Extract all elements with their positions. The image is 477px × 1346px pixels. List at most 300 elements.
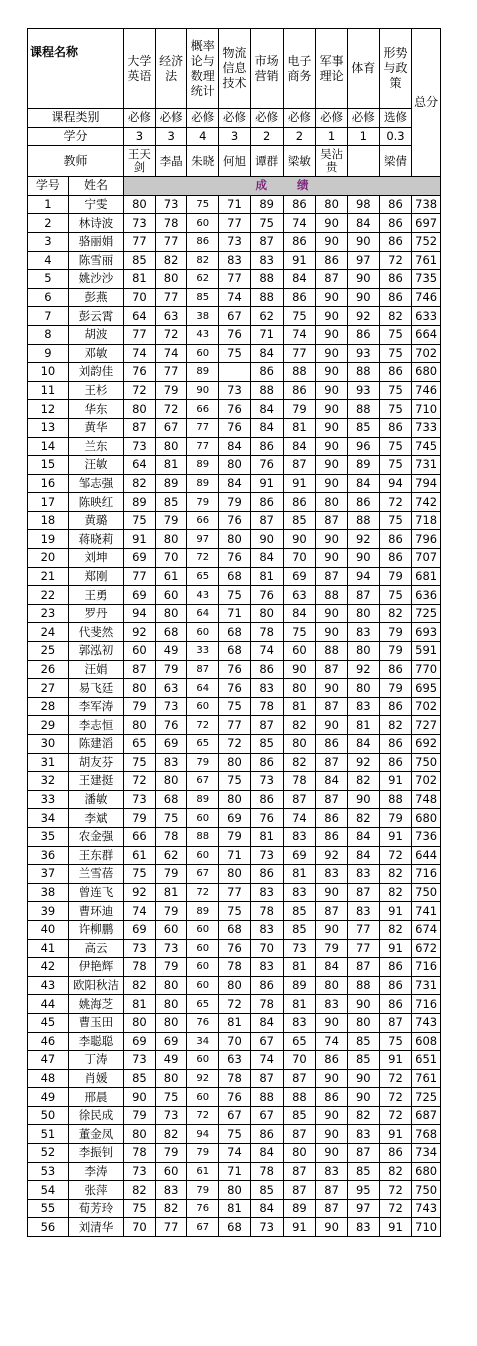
score-cell: 76 (187, 1013, 219, 1032)
teacher-cell: 王天剑 (124, 146, 156, 177)
student-name-cell: 李斌 (68, 809, 123, 828)
score-cell: 87 (316, 1181, 348, 1200)
score-cell: 77 (124, 325, 156, 344)
score-cell: 86 (187, 232, 219, 251)
score-cell: 78 (124, 958, 156, 977)
score-cell: 89 (124, 493, 156, 512)
score-cell: 83 (347, 865, 379, 884)
score-cell: 69 (124, 586, 156, 605)
score-cell: 89 (187, 902, 219, 921)
score-cell: 79 (379, 809, 412, 828)
score-cell: 67 (187, 772, 219, 791)
score-cell: 89 (187, 363, 219, 382)
score-cell: 72 (124, 381, 156, 400)
score-cell: 74 (283, 325, 316, 344)
score-cell: 87 (124, 418, 156, 437)
score-cell: 60 (187, 214, 219, 233)
score-cell: 77 (187, 418, 219, 437)
course-name-cell: 形势与政策 (379, 29, 412, 109)
score-cell: 84 (316, 772, 348, 791)
score-cell: 79 (124, 809, 156, 828)
total-cell: 651 (412, 1051, 441, 1070)
score-cell: 80 (155, 976, 187, 995)
student-id-cell: 47 (28, 1051, 69, 1070)
score-cell: 81 (283, 697, 316, 716)
score-cell: 69 (283, 846, 316, 865)
student-name-cell: 华东 (68, 400, 123, 419)
score-cell: 91 (379, 772, 412, 791)
score-cell: 90 (316, 214, 348, 233)
score-cell: 83 (347, 697, 379, 716)
score-cell: 81 (283, 418, 316, 437)
score-cell: 72 (187, 1106, 219, 1125)
student-name-cell: 汪敏 (68, 456, 123, 475)
score-cell: 72 (379, 846, 412, 865)
score-cell: 79 (155, 1144, 187, 1163)
score-cell: 76 (250, 586, 283, 605)
score-cell: 75 (379, 400, 412, 419)
score-cell: 90 (316, 418, 348, 437)
student-id-cell: 10 (28, 363, 69, 382)
credit-cell: 3 (155, 127, 187, 146)
score-cell: 85 (347, 1051, 379, 1070)
student-name-cell: 陈雪丽 (68, 251, 123, 270)
score-cell: 90 (316, 325, 348, 344)
student-name-cell: 胡友芬 (68, 753, 123, 772)
score-cell: 86 (379, 530, 412, 549)
score-cell: 94 (187, 1125, 219, 1144)
score-cell: 89 (283, 1199, 316, 1218)
table-row (28, 511, 441, 530)
score-cell: 60 (283, 642, 316, 661)
score-cell: 60 (124, 642, 156, 661)
score-cell: 65 (124, 735, 156, 754)
table-row (28, 976, 441, 995)
score-cell: 85 (187, 288, 219, 307)
score-cell: 60 (187, 920, 219, 939)
student-name-cell: 董金凤 (68, 1125, 123, 1144)
score-cell: 90 (316, 307, 348, 326)
table-row (28, 883, 441, 902)
table-row (28, 195, 441, 214)
score-cell: 87 (347, 883, 379, 902)
score-cell: 71 (250, 325, 283, 344)
credit-cell: 4 (187, 127, 219, 146)
score-cell: 74 (124, 344, 156, 363)
score-cell: 86 (250, 976, 283, 995)
score-cell: 80 (316, 493, 348, 512)
score-cell: 72 (155, 400, 187, 419)
table-row (28, 790, 441, 809)
score-cell: 72 (187, 716, 219, 735)
score-cell: 73 (283, 939, 316, 958)
score-cell: 73 (124, 1162, 156, 1181)
score-cell: 67 (219, 1106, 251, 1125)
score-cell: 83 (250, 920, 283, 939)
score-cell: 60 (187, 846, 219, 865)
score-cell: 63 (283, 586, 316, 605)
score-cell: 80 (155, 270, 187, 289)
score-cell: 82 (379, 920, 412, 939)
student-name-cell: 郭泓初 (68, 642, 123, 661)
total-cell: 681 (412, 567, 441, 586)
table-row (28, 1106, 441, 1125)
score-cell: 80 (316, 976, 348, 995)
score-cell: 69 (155, 1032, 187, 1051)
total-cell: 725 (412, 604, 441, 623)
score-cell: 88 (347, 363, 379, 382)
table-row (28, 567, 441, 586)
course-name-cell: 体育 (347, 29, 379, 109)
score-cell: 85 (347, 1032, 379, 1051)
score-cell: 77 (283, 344, 316, 363)
score-cell: 82 (379, 865, 412, 884)
score-cell: 67 (155, 418, 187, 437)
score-cell: 88 (347, 976, 379, 995)
total-cell: 664 (412, 325, 441, 344)
student-name-cell: 汪娟 (68, 660, 123, 679)
score-cell: 84 (250, 1199, 283, 1218)
score-cell: 60 (187, 697, 219, 716)
score-cell: 79 (379, 567, 412, 586)
student-id-cell: 19 (28, 530, 69, 549)
score-cell: 86 (250, 660, 283, 679)
teacher-row (28, 146, 441, 177)
score-cell: 78 (155, 214, 187, 233)
score-cell: 73 (155, 939, 187, 958)
total-cell: 680 (412, 363, 441, 382)
score-cell: 94 (347, 567, 379, 586)
score-cell: 92 (316, 846, 348, 865)
score-cell: 75 (124, 865, 156, 884)
table-row (28, 1125, 441, 1144)
score-cell: 72 (379, 1199, 412, 1218)
score-cell: 64 (124, 307, 156, 326)
score-cell: 88 (283, 363, 316, 382)
score-cell: 79 (316, 939, 348, 958)
score-cell: 80 (283, 679, 316, 698)
credit-label: 学分 (28, 127, 124, 146)
score-cell: 80 (347, 679, 379, 698)
table-row (28, 288, 441, 307)
score-cell: 80 (316, 195, 348, 214)
score-cell: 61 (187, 1162, 219, 1181)
score-cell: 91 (379, 827, 412, 846)
score-cell: 82 (155, 1199, 187, 1218)
score-cell: 75 (379, 1032, 412, 1051)
score-cell: 87 (283, 1069, 316, 1088)
score-cell: 86 (250, 1125, 283, 1144)
score-cell: 76 (219, 511, 251, 530)
student-id-cell: 41 (28, 939, 69, 958)
student-name-cell: 伊艳辉 (68, 958, 123, 977)
score-cell: 89 (283, 976, 316, 995)
total-cell: 731 (412, 976, 441, 995)
score-cell: 90 (316, 232, 348, 251)
total-cell: 680 (412, 809, 441, 828)
score-cell: 75 (155, 1088, 187, 1107)
score-cell: 71 (219, 604, 251, 623)
total-cell: 702 (412, 697, 441, 716)
student-id-cell: 56 (28, 1218, 69, 1237)
student-name-cell: 张萍 (68, 1181, 123, 1200)
total-cell: 674 (412, 920, 441, 939)
score-cell: 75 (155, 809, 187, 828)
total-cell: 761 (412, 1069, 441, 1088)
course-name-row (28, 29, 441, 109)
table-row (28, 1013, 441, 1032)
score-cell: 72 (219, 995, 251, 1014)
score-cell: 86 (379, 995, 412, 1014)
score-cell: 84 (347, 846, 379, 865)
score-cell: 91 (379, 1051, 412, 1070)
score-cell: 73 (219, 381, 251, 400)
score-cell: 93 (347, 381, 379, 400)
score-cell: 87 (283, 456, 316, 475)
score-cell: 49 (155, 642, 187, 661)
score-cell: 76 (250, 456, 283, 475)
score-cell: 79 (379, 679, 412, 698)
score-cell: 90 (316, 288, 348, 307)
score-cell: 87 (316, 790, 348, 809)
student-id-cell: 25 (28, 642, 69, 661)
total-cell: 746 (412, 288, 441, 307)
score-cell: 86 (379, 735, 412, 754)
score-cell: 79 (219, 493, 251, 512)
score-cell: 86 (283, 232, 316, 251)
score-cell: 81 (283, 995, 316, 1014)
score-cell: 68 (155, 790, 187, 809)
total-cell: 591 (412, 642, 441, 661)
score-cell: 38 (187, 307, 219, 326)
score-cell: 85 (283, 511, 316, 530)
score-cell: 84 (283, 604, 316, 623)
score-cell: 84 (219, 437, 251, 456)
score-cell: 90 (316, 1218, 348, 1237)
score-cell: 70 (124, 288, 156, 307)
score-cell: 86 (316, 809, 348, 828)
course-type-cell: 必修 (187, 109, 219, 128)
student-header-row (28, 177, 441, 196)
table-row (28, 902, 441, 921)
score-cell: 79 (155, 865, 187, 884)
score-cell: 72 (187, 549, 219, 568)
score-cell: 90 (283, 660, 316, 679)
score-cell: 87 (316, 270, 348, 289)
score-cell: 67 (250, 1032, 283, 1051)
table-row (28, 400, 441, 419)
score-cell: 97 (187, 530, 219, 549)
course-name-cell: 物流信息技术 (219, 29, 251, 109)
student-id-cell: 45 (28, 1013, 69, 1032)
student-id-cell: 38 (28, 883, 69, 902)
score-cell: 78 (124, 1144, 156, 1163)
course-type-cell: 必修 (124, 109, 156, 128)
table-row (28, 344, 441, 363)
score-cell: 87 (379, 1013, 412, 1032)
score-cell: 73 (155, 195, 187, 214)
total-cell: 716 (412, 958, 441, 977)
score-cell: 90 (347, 549, 379, 568)
score-cell: 75 (124, 511, 156, 530)
score-cell: 84 (250, 1013, 283, 1032)
credit-cell: 3 (124, 127, 156, 146)
student-name-cell: 肖媛 (68, 1069, 123, 1088)
student-id-cell: 7 (28, 307, 69, 326)
total-cell: 741 (412, 902, 441, 921)
score-cell: 79 (155, 958, 187, 977)
score-cell: 87 (316, 902, 348, 921)
score-cell: 73 (155, 1106, 187, 1125)
score-cell: 86 (283, 195, 316, 214)
table-row (28, 1144, 441, 1163)
score-cell: 71 (219, 195, 251, 214)
score-cell: 84 (250, 400, 283, 419)
score-cell: 90 (316, 716, 348, 735)
student-name-cell: 李涛 (68, 1162, 123, 1181)
total-cell: 745 (412, 437, 441, 456)
student-id-cell: 48 (28, 1069, 69, 1088)
total-cell: 733 (412, 418, 441, 437)
total-cell: 750 (412, 753, 441, 772)
table-row (28, 1051, 441, 1070)
total-cell: 725 (412, 1088, 441, 1107)
score-cell: 87 (250, 511, 283, 530)
score-cell: 67 (219, 307, 251, 326)
course-name-cell: 经济法 (155, 29, 187, 109)
score-cell: 61 (155, 567, 187, 586)
score-cell: 87 (187, 660, 219, 679)
score-cell: 73 (124, 437, 156, 456)
score-cell: 64 (124, 456, 156, 475)
student-id-cell: 8 (28, 325, 69, 344)
total-cell: 770 (412, 660, 441, 679)
score-cell: 79 (155, 511, 187, 530)
score-cell: 77 (187, 437, 219, 456)
total-cell: 750 (412, 1181, 441, 1200)
score-cell: 81 (155, 883, 187, 902)
score-cell: 75 (250, 214, 283, 233)
total-cell: 710 (412, 400, 441, 419)
score-cell: 90 (316, 1106, 348, 1125)
student-name-cell: 兰东 (68, 437, 123, 456)
score-cell: 82 (124, 976, 156, 995)
student-name-cell: 蒋晓莉 (68, 530, 123, 549)
score-cell: 70 (155, 549, 187, 568)
score-cell: 70 (283, 1051, 316, 1070)
score-cell: 72 (379, 1088, 412, 1107)
total-cell: 707 (412, 549, 441, 568)
score-cell: 91 (124, 530, 156, 549)
student-id-cell: 17 (28, 493, 69, 512)
score-cell: 86 (379, 976, 412, 995)
score-cell: 86 (250, 493, 283, 512)
score-cell: 73 (250, 772, 283, 791)
total-cell: 716 (412, 865, 441, 884)
score-cell: 81 (347, 716, 379, 735)
score-cell: 88 (250, 1088, 283, 1107)
score-cell: 88 (379, 790, 412, 809)
score-cell: 60 (187, 976, 219, 995)
score-cell: 77 (219, 270, 251, 289)
student-id-cell: 3 (28, 232, 69, 251)
score-cell: 90 (316, 1069, 348, 1088)
score-cell: 68 (219, 1218, 251, 1237)
score-cell: 67 (187, 1218, 219, 1237)
student-id-cell: 37 (28, 865, 69, 884)
score-cell: 80 (219, 865, 251, 884)
total-cell: 702 (412, 772, 441, 791)
score-cell: 86 (283, 381, 316, 400)
student-name-cell: 陈建滔 (68, 735, 123, 754)
score-cell: 91 (379, 939, 412, 958)
score-cell: 67 (250, 1106, 283, 1125)
student-name-cell: 刘韵佳 (68, 363, 123, 382)
total-cell: 697 (412, 214, 441, 233)
score-cell: 76 (219, 679, 251, 698)
score-cell: 90 (347, 270, 379, 289)
score-cell: 70 (250, 939, 283, 958)
course-type-cell: 必修 (316, 109, 348, 128)
student-name-cell: 郑刚 (68, 567, 123, 586)
score-cell: 79 (124, 1106, 156, 1125)
score-cell: 84 (347, 735, 379, 754)
score-cell: 88 (250, 288, 283, 307)
score-cell: 83 (316, 1162, 348, 1181)
score-cell: 78 (219, 958, 251, 977)
student-name-cell: 黄华 (68, 418, 123, 437)
table-row (28, 1088, 441, 1107)
student-id-cell: 55 (28, 1199, 69, 1218)
score-cell: 76 (219, 939, 251, 958)
table-row (28, 920, 441, 939)
score-cell: 87 (316, 697, 348, 716)
score-cell: 65 (187, 567, 219, 586)
score-cell: 75 (283, 307, 316, 326)
score-cell: 82 (347, 809, 379, 828)
score-cell: 75 (219, 586, 251, 605)
score-cell: 80 (219, 530, 251, 549)
score-cell: 72 (379, 493, 412, 512)
score-cell: 70 (219, 1032, 251, 1051)
total-cell: 718 (412, 511, 441, 530)
score-cell: 66 (187, 511, 219, 530)
score-cell: 77 (155, 232, 187, 251)
student-id-cell: 32 (28, 772, 69, 791)
score-cell: 90 (316, 623, 348, 642)
score-cell: 75 (124, 1199, 156, 1218)
score-cell: 90 (316, 1125, 348, 1144)
score-cell: 98 (347, 195, 379, 214)
teacher-cell: 朱晓 (187, 146, 219, 177)
student-id-cell: 36 (28, 846, 69, 865)
score-cell: 86 (250, 363, 283, 382)
score-cell: 84 (219, 474, 251, 493)
table-row (28, 642, 441, 661)
score-cell: 74 (155, 344, 187, 363)
student-id-cell: 49 (28, 1088, 69, 1107)
score-cell: 86 (316, 251, 348, 270)
score-cell: 78 (155, 827, 187, 846)
score-cell: 60 (155, 586, 187, 605)
score-cell: 73 (155, 697, 187, 716)
score-cell: 91 (283, 474, 316, 493)
course-name-cell: 市场营销 (250, 29, 283, 109)
student-name-cell: 农金强 (68, 827, 123, 846)
student-id-cell: 11 (28, 381, 69, 400)
score-cell: 72 (219, 735, 251, 754)
score-cell: 90 (316, 530, 348, 549)
